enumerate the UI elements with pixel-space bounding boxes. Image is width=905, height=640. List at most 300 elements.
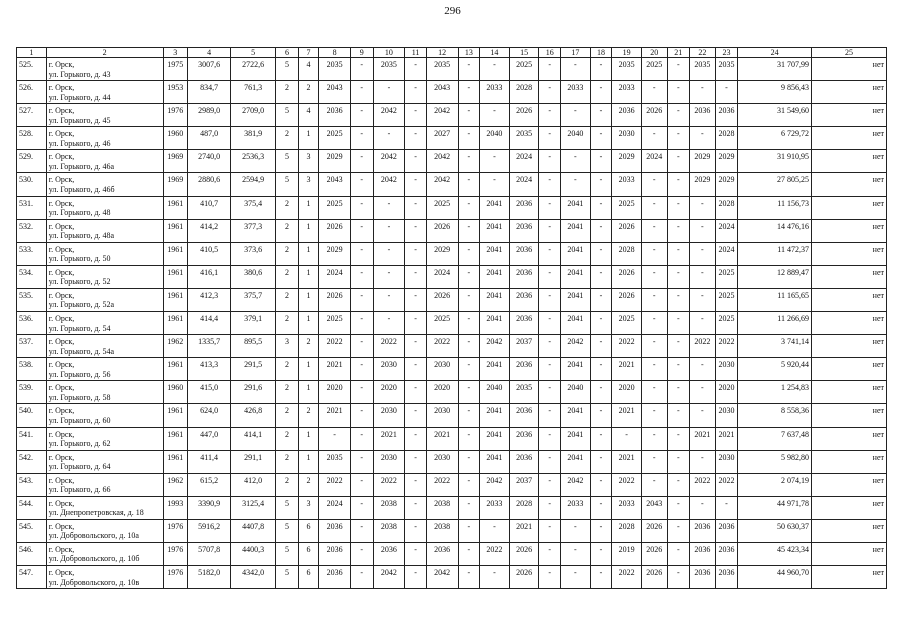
cell-c11: - <box>405 450 427 473</box>
page-number: 296 <box>444 5 461 17</box>
cell-c5: 4342,0 <box>231 566 276 589</box>
cell-c7: 3 <box>298 150 318 173</box>
address-city: г. Орск, <box>48 521 75 531</box>
cell-c17: 2041 <box>561 450 591 473</box>
address-city: г. Орск, <box>48 475 75 485</box>
cell-c14: 2041 <box>480 219 510 242</box>
cell-c19: 2020 <box>612 381 642 404</box>
cell-c15: 2035 <box>509 381 539 404</box>
cell-c10: - <box>373 219 405 242</box>
cell-c11: - <box>405 358 427 381</box>
cell-c14: 2041 <box>480 196 510 219</box>
cell-c13: - <box>458 450 480 473</box>
cell-c12: 2030 <box>426 450 458 473</box>
cell-c24: 11 472,37 <box>738 242 812 265</box>
cell-c25: нет <box>811 81 886 104</box>
cell-c17: - <box>561 542 591 565</box>
cell-c6: 2 <box>276 358 299 381</box>
cell-c17: 2041 <box>561 196 591 219</box>
cell-c12: 2038 <box>426 519 458 542</box>
cell-c9: - <box>350 127 373 150</box>
cell-c10: - <box>373 265 405 288</box>
cell-c19: 2028 <box>612 519 642 542</box>
cell-c13: - <box>458 473 480 496</box>
row-number: 531. <box>17 196 47 219</box>
cell-c3: 1976 <box>163 519 188 542</box>
column-header-12: 12 <box>426 48 458 58</box>
cell-c16: - <box>539 450 561 473</box>
address-city: г. Орск, <box>48 498 75 508</box>
cell-c10: 2030 <box>373 450 405 473</box>
cell-c8: 2029 <box>319 242 351 265</box>
cell-c24: 27 805,25 <box>738 173 812 196</box>
column-header-15: 15 <box>509 48 539 58</box>
cell-c19: 2021 <box>612 358 642 381</box>
cell-c4: 834,7 <box>188 81 231 104</box>
cell-c7: 1 <box>298 265 318 288</box>
cell-c6: 5 <box>276 104 299 127</box>
address-city: г. Орск, <box>48 267 75 277</box>
address-cell <box>46 519 163 542</box>
cell-c25: нет <box>811 404 886 427</box>
cell-c10: 2020 <box>373 381 405 404</box>
cell-c11: - <box>405 542 427 565</box>
cell-c9: - <box>350 288 373 311</box>
cell-c24: 31 549,60 <box>738 104 812 127</box>
cell-c6: 2 <box>276 312 299 335</box>
cell-c18: - <box>590 312 612 335</box>
column-header-18: 18 <box>590 48 612 58</box>
column-header-3: 3 <box>163 48 188 58</box>
cell-c25: нет <box>811 358 886 381</box>
cell-c13: - <box>458 81 480 104</box>
cell-c10: 2038 <box>373 519 405 542</box>
cell-c6: 5 <box>276 542 299 565</box>
cell-c16: - <box>539 496 561 519</box>
cell-c12: 2026 <box>426 219 458 242</box>
cell-c13: - <box>458 427 480 450</box>
cell-c25: нет <box>811 473 886 496</box>
cell-c5: 2536,3 <box>231 150 276 173</box>
cell-c11: - <box>405 127 427 150</box>
cell-c10: 2022 <box>373 335 405 358</box>
cell-c6: 2 <box>276 427 299 450</box>
cell-c5: 4400,3 <box>231 542 276 565</box>
cell-c9: - <box>350 242 373 265</box>
cell-c10: - <box>373 312 405 335</box>
cell-c9: - <box>350 496 373 519</box>
cell-c18: - <box>590 196 612 219</box>
cell-c24: 45 423,34 <box>738 542 812 565</box>
cell-c12: 2042 <box>426 150 458 173</box>
cell-c21: - <box>667 219 690 242</box>
cell-c18: - <box>590 496 612 519</box>
cell-c22: 2021 <box>690 427 716 450</box>
address-street: ул. Горького, д. 56 <box>48 369 111 379</box>
cell-c16: - <box>539 566 561 589</box>
cell-c16: - <box>539 219 561 242</box>
cell-c19: 2026 <box>612 265 642 288</box>
cell-c5: 375,7 <box>231 288 276 311</box>
row-number: 545. <box>17 519 47 542</box>
cell-c20: - <box>641 127 667 150</box>
address-cell <box>46 542 163 565</box>
cell-c20: 2026 <box>641 542 667 565</box>
cell-c17: 2040 <box>561 381 591 404</box>
cell-c24: 31 910,95 <box>738 150 812 173</box>
cell-c4: 410,7 <box>188 196 231 219</box>
cell-c7: 3 <box>298 173 318 196</box>
cell-c7: 1 <box>298 427 318 450</box>
cell-c22: - <box>690 81 716 104</box>
cell-c12: 2022 <box>426 473 458 496</box>
cell-c15: 2026 <box>509 542 539 565</box>
cell-c9: - <box>350 427 373 450</box>
cell-c18: - <box>590 242 612 265</box>
cell-c6: 2 <box>276 473 299 496</box>
cell-c13: - <box>458 127 480 150</box>
cell-c18: - <box>590 335 612 358</box>
cell-c19: 2025 <box>612 312 642 335</box>
cell-c22: 2029 <box>690 150 716 173</box>
cell-c8: 2043 <box>319 81 351 104</box>
cell-c21: - <box>667 81 690 104</box>
address-street: ул. Горького, д. 66 <box>48 485 111 495</box>
cell-c9: - <box>350 104 373 127</box>
cell-c25: нет <box>811 288 886 311</box>
cell-c6: 2 <box>276 127 299 150</box>
row-number: 526. <box>17 81 47 104</box>
cell-c15: 2028 <box>509 496 539 519</box>
address-cell <box>46 312 163 335</box>
cell-c10: 2021 <box>373 427 405 450</box>
cell-c11: - <box>405 335 427 358</box>
cell-c5: 414,1 <box>231 427 276 450</box>
row-number: 539. <box>17 381 47 404</box>
cell-c3: 1961 <box>163 450 188 473</box>
cell-c23: 2025 <box>715 312 738 335</box>
address-street: ул. Горького, д. 62 <box>48 439 111 448</box>
cell-c25: нет <box>811 519 886 542</box>
cell-c12: 2035 <box>426 58 458 81</box>
cell-c18: - <box>590 81 612 104</box>
row-number: 538. <box>17 358 47 381</box>
cell-c11: - <box>405 104 427 127</box>
cell-c13: - <box>458 358 480 381</box>
cell-c22: - <box>690 196 716 219</box>
cell-c23: 2030 <box>715 404 738 427</box>
cell-c14: 2041 <box>480 312 510 335</box>
cell-c25: нет <box>811 427 886 450</box>
cell-c13: - <box>458 242 480 265</box>
cell-c17: 2041 <box>561 404 591 427</box>
cell-c16: - <box>539 358 561 381</box>
cell-c21: - <box>667 265 690 288</box>
cell-c16: - <box>539 265 561 288</box>
cell-c22: 2029 <box>690 173 716 196</box>
cell-c7: 6 <box>298 519 318 542</box>
row-number: 543. <box>17 473 47 496</box>
cell-c23: 2022 <box>715 335 738 358</box>
cell-c16: - <box>539 473 561 496</box>
cell-c23: 2030 <box>715 358 738 381</box>
table-row <box>17 404 887 427</box>
cell-c21: - <box>667 519 690 542</box>
cell-c4: 5707,8 <box>188 542 231 565</box>
cell-c7: 2 <box>298 335 318 358</box>
cell-c19: 2033 <box>612 173 642 196</box>
cell-c3: 1961 <box>163 358 188 381</box>
cell-c18: - <box>590 542 612 565</box>
cell-c14: 2041 <box>480 265 510 288</box>
cell-c20: - <box>641 473 667 496</box>
address-city: г. Орск, <box>48 383 75 393</box>
cell-c21: - <box>667 242 690 265</box>
address-cell <box>46 127 163 150</box>
cell-c5: 412,0 <box>231 473 276 496</box>
address-cell <box>46 104 163 127</box>
address-city: г. Орск, <box>48 406 75 416</box>
cell-c19: 2028 <box>612 242 642 265</box>
cell-c4: 3007,6 <box>188 58 231 81</box>
cell-c3: 1961 <box>163 219 188 242</box>
cell-c17: 2033 <box>561 496 591 519</box>
cell-c4: 3390,9 <box>188 496 231 519</box>
cell-c8: 2026 <box>319 219 351 242</box>
cell-c22: - <box>690 242 716 265</box>
cell-c4: 624,0 <box>188 404 231 427</box>
address-street: ул. Горького, д. 46б <box>48 184 115 194</box>
cell-c7: 3 <box>298 496 318 519</box>
address-cell <box>46 242 163 265</box>
cell-c23: - <box>715 81 738 104</box>
cell-c20: - <box>641 265 667 288</box>
address-cell <box>46 566 163 589</box>
cell-c3: 1976 <box>163 542 188 565</box>
cell-c20: 2026 <box>641 566 667 589</box>
cell-c3: 1961 <box>163 196 188 219</box>
cell-c4: 5182,0 <box>188 566 231 589</box>
cell-c17: 2042 <box>561 473 591 496</box>
address-city: г. Орск, <box>48 106 75 116</box>
address-city: г. Орск, <box>48 337 75 347</box>
cell-c24: 14 476,16 <box>738 219 812 242</box>
cell-c9: - <box>350 173 373 196</box>
cell-c16: - <box>539 288 561 311</box>
cell-c11: - <box>405 173 427 196</box>
cell-c20: 2024 <box>641 150 667 173</box>
cell-c10: - <box>373 242 405 265</box>
cell-c22: - <box>690 450 716 473</box>
cell-c18: - <box>590 427 612 450</box>
address-city: г. Орск, <box>48 152 75 162</box>
address-street: ул. Горького, д. 44 <box>48 92 111 102</box>
row-number: 525. <box>17 58 47 81</box>
cell-c15: 2026 <box>509 104 539 127</box>
cell-c12: 2021 <box>426 427 458 450</box>
cell-c18: - <box>590 473 612 496</box>
address-city: г. Орск, <box>48 60 75 69</box>
cell-c19: 2036 <box>612 104 642 127</box>
cell-c9: - <box>350 196 373 219</box>
cell-c3: 1969 <box>163 150 188 173</box>
address-cell <box>46 265 163 288</box>
cell-c15: 2024 <box>509 150 539 173</box>
cell-c4: 2989,0 <box>188 104 231 127</box>
cell-c5: 2722,6 <box>231 58 276 81</box>
cell-c15: 2036 <box>509 288 539 311</box>
cell-c24: 5 920,44 <box>738 358 812 381</box>
cell-c16: - <box>539 104 561 127</box>
column-number-row <box>17 48 887 58</box>
cell-c12: 2042 <box>426 104 458 127</box>
cell-c9: - <box>350 265 373 288</box>
cell-c21: - <box>667 381 690 404</box>
address-street: ул. Горького, д. 54а <box>48 346 115 356</box>
cell-c25: нет <box>811 104 886 127</box>
row-number: 537. <box>17 335 47 358</box>
cell-c9: - <box>350 150 373 173</box>
column-header-7: 7 <box>298 48 318 58</box>
cell-c16: - <box>539 427 561 450</box>
cell-c13: - <box>458 566 480 589</box>
cell-c22: - <box>690 496 716 519</box>
cell-c10: 2042 <box>373 566 405 589</box>
cell-c8: 2036 <box>319 104 351 127</box>
cell-c24: 11 266,69 <box>738 312 812 335</box>
cell-c24: 3 741,14 <box>738 335 812 358</box>
cell-c18: - <box>590 358 612 381</box>
cell-c9: - <box>350 335 373 358</box>
address-cell <box>46 196 163 219</box>
cell-c21: - <box>667 104 690 127</box>
cell-c14: - <box>480 173 510 196</box>
cell-c5: 381,9 <box>231 127 276 150</box>
cell-c6: 2 <box>276 381 299 404</box>
cell-c4: 447,0 <box>188 427 231 450</box>
cell-c22: 2036 <box>690 104 716 127</box>
cell-c4: 1335,7 <box>188 335 231 358</box>
address-city: г. Орск, <box>48 198 75 208</box>
cell-c12: 2043 <box>426 81 458 104</box>
cell-c16: - <box>539 58 561 81</box>
cell-c14: - <box>480 150 510 173</box>
cell-c20: - <box>641 335 667 358</box>
cell-c17: 2041 <box>561 358 591 381</box>
cell-c10: - <box>373 81 405 104</box>
cell-c12: 2027 <box>426 127 458 150</box>
cell-c23: 2030 <box>715 450 738 473</box>
cell-c23: 2024 <box>715 242 738 265</box>
cell-c11: - <box>405 312 427 335</box>
cell-c23: 2028 <box>715 196 738 219</box>
cell-c4: 416,1 <box>188 265 231 288</box>
cell-c6: 2 <box>276 288 299 311</box>
address-city: г. Орск, <box>48 314 75 324</box>
cell-c7: 1 <box>298 312 318 335</box>
cell-c11: - <box>405 219 427 242</box>
cell-c11: - <box>405 81 427 104</box>
cell-c17: 2041 <box>561 219 591 242</box>
cell-c11: - <box>405 242 427 265</box>
address-city: г. Орск, <box>48 290 75 300</box>
cell-c16: - <box>539 127 561 150</box>
cell-c20: 2025 <box>641 58 667 81</box>
cell-c14: 2033 <box>480 81 510 104</box>
address-street: ул. Горького, д. 64 <box>48 462 111 472</box>
cell-c12: 2025 <box>426 196 458 219</box>
cell-c17: 2041 <box>561 242 591 265</box>
cell-c19: 2026 <box>612 219 642 242</box>
cell-c22: - <box>690 219 716 242</box>
cell-c14: - <box>480 104 510 127</box>
cell-c12: 2042 <box>426 173 458 196</box>
cell-c6: 2 <box>276 450 299 473</box>
cell-c12: 2042 <box>426 566 458 589</box>
column-header-19: 19 <box>612 48 642 58</box>
cell-c15: 2026 <box>509 566 539 589</box>
cell-c15: 2037 <box>509 335 539 358</box>
cell-c15: 2035 <box>509 127 539 150</box>
cell-c19: 2033 <box>612 81 642 104</box>
cell-c8: 2021 <box>319 404 351 427</box>
cell-c14: 2041 <box>480 427 510 450</box>
table-row <box>17 312 887 335</box>
cell-c7: 2 <box>298 473 318 496</box>
row-number: 542. <box>17 450 47 473</box>
cell-c13: - <box>458 104 480 127</box>
cell-c11: - <box>405 427 427 450</box>
cell-c13: - <box>458 288 480 311</box>
cell-c10: 2030 <box>373 358 405 381</box>
column-header-10: 10 <box>373 48 405 58</box>
cell-c9: - <box>350 312 373 335</box>
cell-c25: нет <box>811 496 886 519</box>
cell-c8: 2022 <box>319 473 351 496</box>
cell-c11: - <box>405 196 427 219</box>
cell-c10: 2038 <box>373 496 405 519</box>
cell-c7: 1 <box>298 219 318 242</box>
table-row <box>17 265 887 288</box>
cell-c8: 2036 <box>319 542 351 565</box>
column-header-1: 1 <box>17 48 47 58</box>
cell-c25: нет <box>811 542 886 565</box>
cell-c21: - <box>667 542 690 565</box>
address-cell <box>46 335 163 358</box>
address-city: г. Орск, <box>48 129 75 139</box>
cell-c24: 31 707,99 <box>738 58 812 81</box>
cell-c25: нет <box>811 450 886 473</box>
cell-c19: 2022 <box>612 473 642 496</box>
column-header-20: 20 <box>641 48 667 58</box>
address-street: ул. Горького, д. 60 <box>48 415 111 425</box>
cell-c3: 1975 <box>163 58 188 81</box>
cell-c10: 2030 <box>373 404 405 427</box>
cell-c7: 1 <box>298 242 318 265</box>
cell-c14: 2041 <box>480 288 510 311</box>
cell-c18: - <box>590 288 612 311</box>
cell-c15: 2036 <box>509 196 539 219</box>
cell-c7: 1 <box>298 381 318 404</box>
cell-c23: 2022 <box>715 473 738 496</box>
cell-c13: - <box>458 542 480 565</box>
cell-c17: - <box>561 104 591 127</box>
table-row <box>17 219 887 242</box>
cell-c12: 2029 <box>426 242 458 265</box>
cell-c22: - <box>690 358 716 381</box>
cell-c9: - <box>350 542 373 565</box>
cell-c18: - <box>590 265 612 288</box>
